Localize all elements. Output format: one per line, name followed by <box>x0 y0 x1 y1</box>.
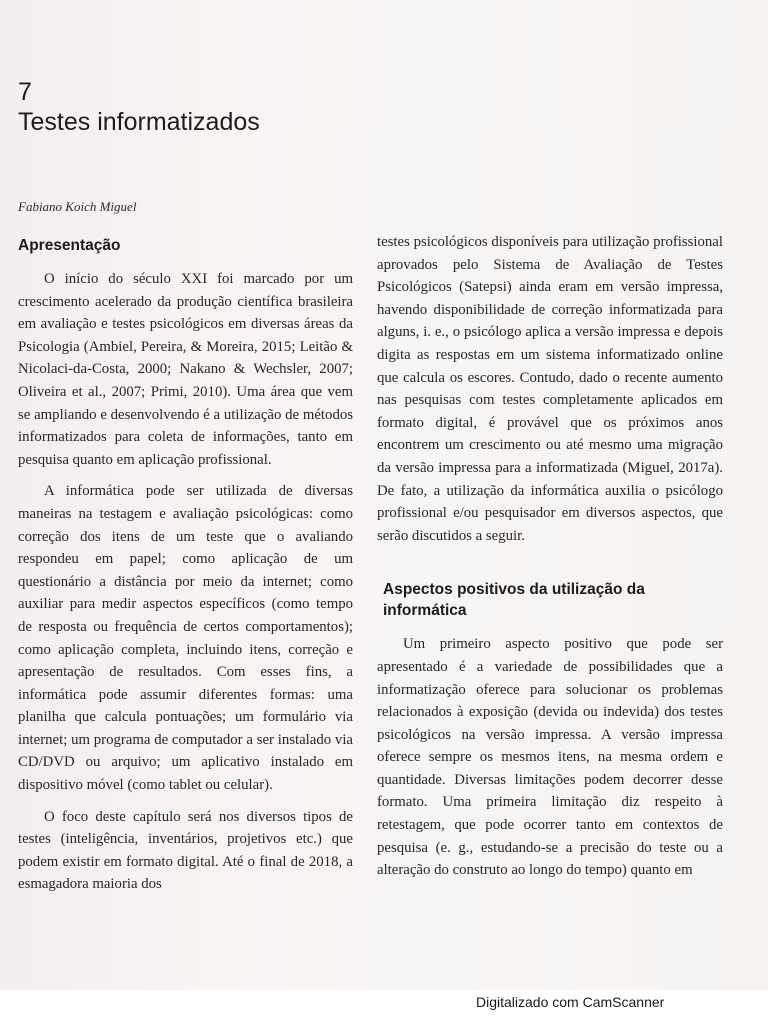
chapter-title: Testes informatizados <box>18 108 260 136</box>
paragraph: O início do século XXI foi marcado por um crescimento acelerado da produção científica brasileira em avaliação e testes psicológicos em diversas áreas da Psicologia (Ambiel, Pereira, & Moreira, 2015; Leitão & Nicolaci-da-Costa, 2000; Nakano & Wechsler, 2007; Oliveira et al., 2007; Primi, 2010). Uma área que vem se ampliando e desenvolvendo é a utilização de métodos informatizados para coleta de informações, tanto em pesquisa quanto em aplicação profissional. <box>18 271 353 468</box>
section-heading-aspectos-positivos: Aspectos positivos da utilização da informática <box>383 581 645 620</box>
right-column <box>377 231 723 882</box>
section-heading-apresentacao: Apresentação <box>18 237 121 254</box>
paragraph: O foco deste capítulo será nos diversos tipos de testes (inteligência, inventários, projetivos etc.) que podem existir em formato digital. Até o final de 2018, a esmagadora maioria dos <box>18 808 353 893</box>
paragraph: A informática pode ser utilizada de diversas maneiras na testagem e avaliação psicológicas: como correção dos itens de um teste que o avaliando respondeu em papel; como aplicação de um questionário a distância por meio da internet; como auxiliar para medir aspectos específicos (como tempo de resposta ou frequência de certos comportamentos); como aplicação completa, incluindo itens, correção e apresentação de resultados. Com esses fins, a informática pode assumir diferentes formas: uma planilha que calcula pontuações; um formulário via internet; um programa de computador a ser instalado via CD/DVD ou arquivo; um aplicativo instalado em dispositivo móvel (como tablet ou celular). <box>18 483 353 794</box>
paragraph-continuation: testes psicológicos disponíveis para utilização profissional aprovados pelo Sistema de Avaliação de Testes Psicológicos (Satepsi) ainda eram em versão impressa, havendo disponibilidade de correção informatizada para alguns, i. e., o psicólogo aplica a versão impressa e depois digita as respostas em um sistema informatizado online que calcula os escores. Contudo, dado o recente aumento nas pesquisas com testes completamente aplicados em formato digital, é provável que os próximos anos encontrem um crescimento ou até mesmo uma migração da versão impressa para a informatizada (Miguel, 2017a). De fato, a utilização da informática auxilia o psicólogo profissional e/ou pesquisador em diversos aspectos, que serão discutidos a seguir. <box>377 234 723 544</box>
chapter-author: Fabiano Koich Miguel <box>18 199 137 214</box>
scanner-watermark: Digitalizado com CamScanner <box>476 994 665 1010</box>
left-column <box>18 231 353 896</box>
paragraph: Um primeiro aspecto positivo que pode ser apresentado é a variedade de possibilidades que a informatização oferece para solucionar os problemas relacionados à exposição (devida ou indevida) dos testes psicológicos na versão impressa. A versão impressa oferece sempre os mesmos itens, na mesma ordem e quantidade. Diversas limitações podem decorrer desse formato. Uma primeira limitação diz respeito à retestagem, que pode ocorrer tanto em contextos de pesquisa (e. g., estudando-se a precisão do teste ou a alteração do construto ao longo do tempo) quanto em <box>377 636 723 879</box>
chapter-number: 7 <box>18 78 32 106</box>
